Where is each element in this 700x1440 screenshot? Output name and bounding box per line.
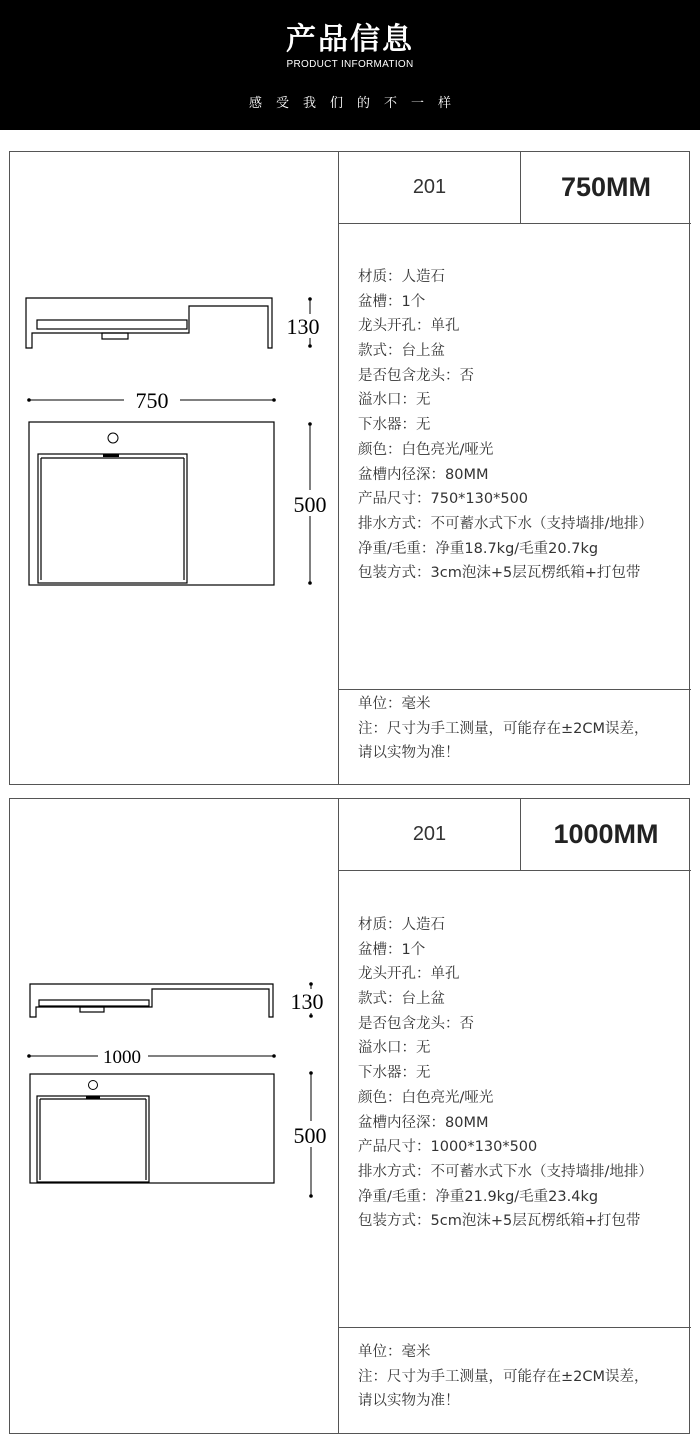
- model-row: [339, 799, 691, 871]
- spec-item: 溢水口：无: [358, 1040, 431, 1057]
- height-dimension-label: 130: [290, 989, 324, 1014]
- spec-item: 排水方式：不可蓄水式下水（支持墙排/地排）: [358, 1163, 653, 1180]
- depth-dimension-label: 500: [293, 492, 327, 517]
- dimension-drawing: [10, 799, 338, 1433]
- model-row: [339, 152, 691, 224]
- unit-note: 单位：毫米: [358, 696, 431, 712]
- width-dimension-label: 1000: [103, 1047, 141, 1068]
- spec-panel: [338, 152, 691, 784]
- notes-section: [339, 689, 691, 766]
- dimension-diagram: [10, 799, 338, 1433]
- spec-item: 是否包含龙头：否: [358, 367, 474, 384]
- spec-item: 净重/毛重：净重21.9kg/毛重23.4kg: [358, 1188, 599, 1205]
- disclaimer-line: 注：尺寸为手工测量，可能存在±2CM误差，: [358, 720, 649, 737]
- spec-panel: [338, 799, 691, 1433]
- spec-item: 款式：台上盆: [358, 991, 445, 1008]
- spec-item: 龙头开孔：单孔: [358, 966, 460, 983]
- spec-item: 盆槽：1个: [358, 293, 426, 310]
- page-slogan: 感受我们的不一样: [248, 96, 465, 111]
- notes-section: [339, 1327, 691, 1414]
- spec-item: 颜色：白色亮光/哑光: [358, 441, 494, 458]
- dimension-diagram: [10, 152, 338, 784]
- spec-item: 下水器：无: [358, 1065, 431, 1082]
- spec-list: [358, 913, 653, 1234]
- spec-item: 溢水口：无: [358, 392, 431, 409]
- spec-item: 下水器：无: [358, 417, 431, 434]
- spec-item: 盆槽内径深：80MM: [358, 466, 489, 483]
- width-dimension-label: 750: [135, 388, 169, 413]
- spec-item: 净重/毛重：净重18.7kg/毛重20.7kg: [358, 540, 599, 557]
- unit-note: 单位：毫米: [358, 1344, 431, 1360]
- model-size: 750MM: [560, 172, 652, 202]
- spec-item: 材质：人造石: [358, 917, 445, 933]
- spec-list: [358, 265, 653, 586]
- spec-item: 盆槽内径深：80MM: [358, 1114, 489, 1131]
- product-card-750: [9, 151, 690, 785]
- page-subtitle: PRODUCT INFORMATION: [286, 59, 414, 70]
- spec-item: 颜色：白色亮光/哑光: [358, 1089, 494, 1106]
- height-dimension-label: 130: [286, 314, 320, 339]
- spec-item: 包装方式：3cm泡沫+5层瓦楞纸箱+打包带: [358, 565, 641, 582]
- spec-item: 是否包含龙头：否: [358, 1015, 474, 1032]
- spec-item: 产品尺寸：1000*130*500: [358, 1139, 538, 1156]
- spec-item: 材质：人造石: [358, 269, 445, 285]
- model-code: 201: [339, 152, 521, 223]
- spec-item: 排水方式：不可蓄水式下水（支持墙排/地排）: [358, 515, 653, 532]
- model-code: 201: [339, 799, 521, 870]
- spec-item: 产品尺寸：750*130*500: [358, 491, 529, 508]
- spec-item: 龙头开孔：单孔: [358, 318, 460, 335]
- spec-item: 包装方式：5cm泡沫+5层瓦楞纸箱+打包带: [358, 1213, 641, 1230]
- spec-item: 盆槽：1个: [358, 941, 426, 958]
- page-header: [0, 0, 700, 130]
- depth-dimension-label: 500: [293, 1123, 327, 1148]
- product-card-1000: [9, 798, 690, 1434]
- page-title: 产品信息: [286, 22, 414, 57]
- spec-item: 款式：台上盆: [358, 343, 445, 360]
- disclaimer-line: 请以实物为准！: [358, 745, 460, 761]
- disclaimer-line: 注：尺寸为手工测量，可能存在±2CM误差，: [358, 1368, 649, 1385]
- disclaimer-line: 请以实物为准！: [358, 1393, 460, 1409]
- model-size: 1000MM: [553, 819, 659, 849]
- dimension-drawing: [10, 152, 338, 784]
